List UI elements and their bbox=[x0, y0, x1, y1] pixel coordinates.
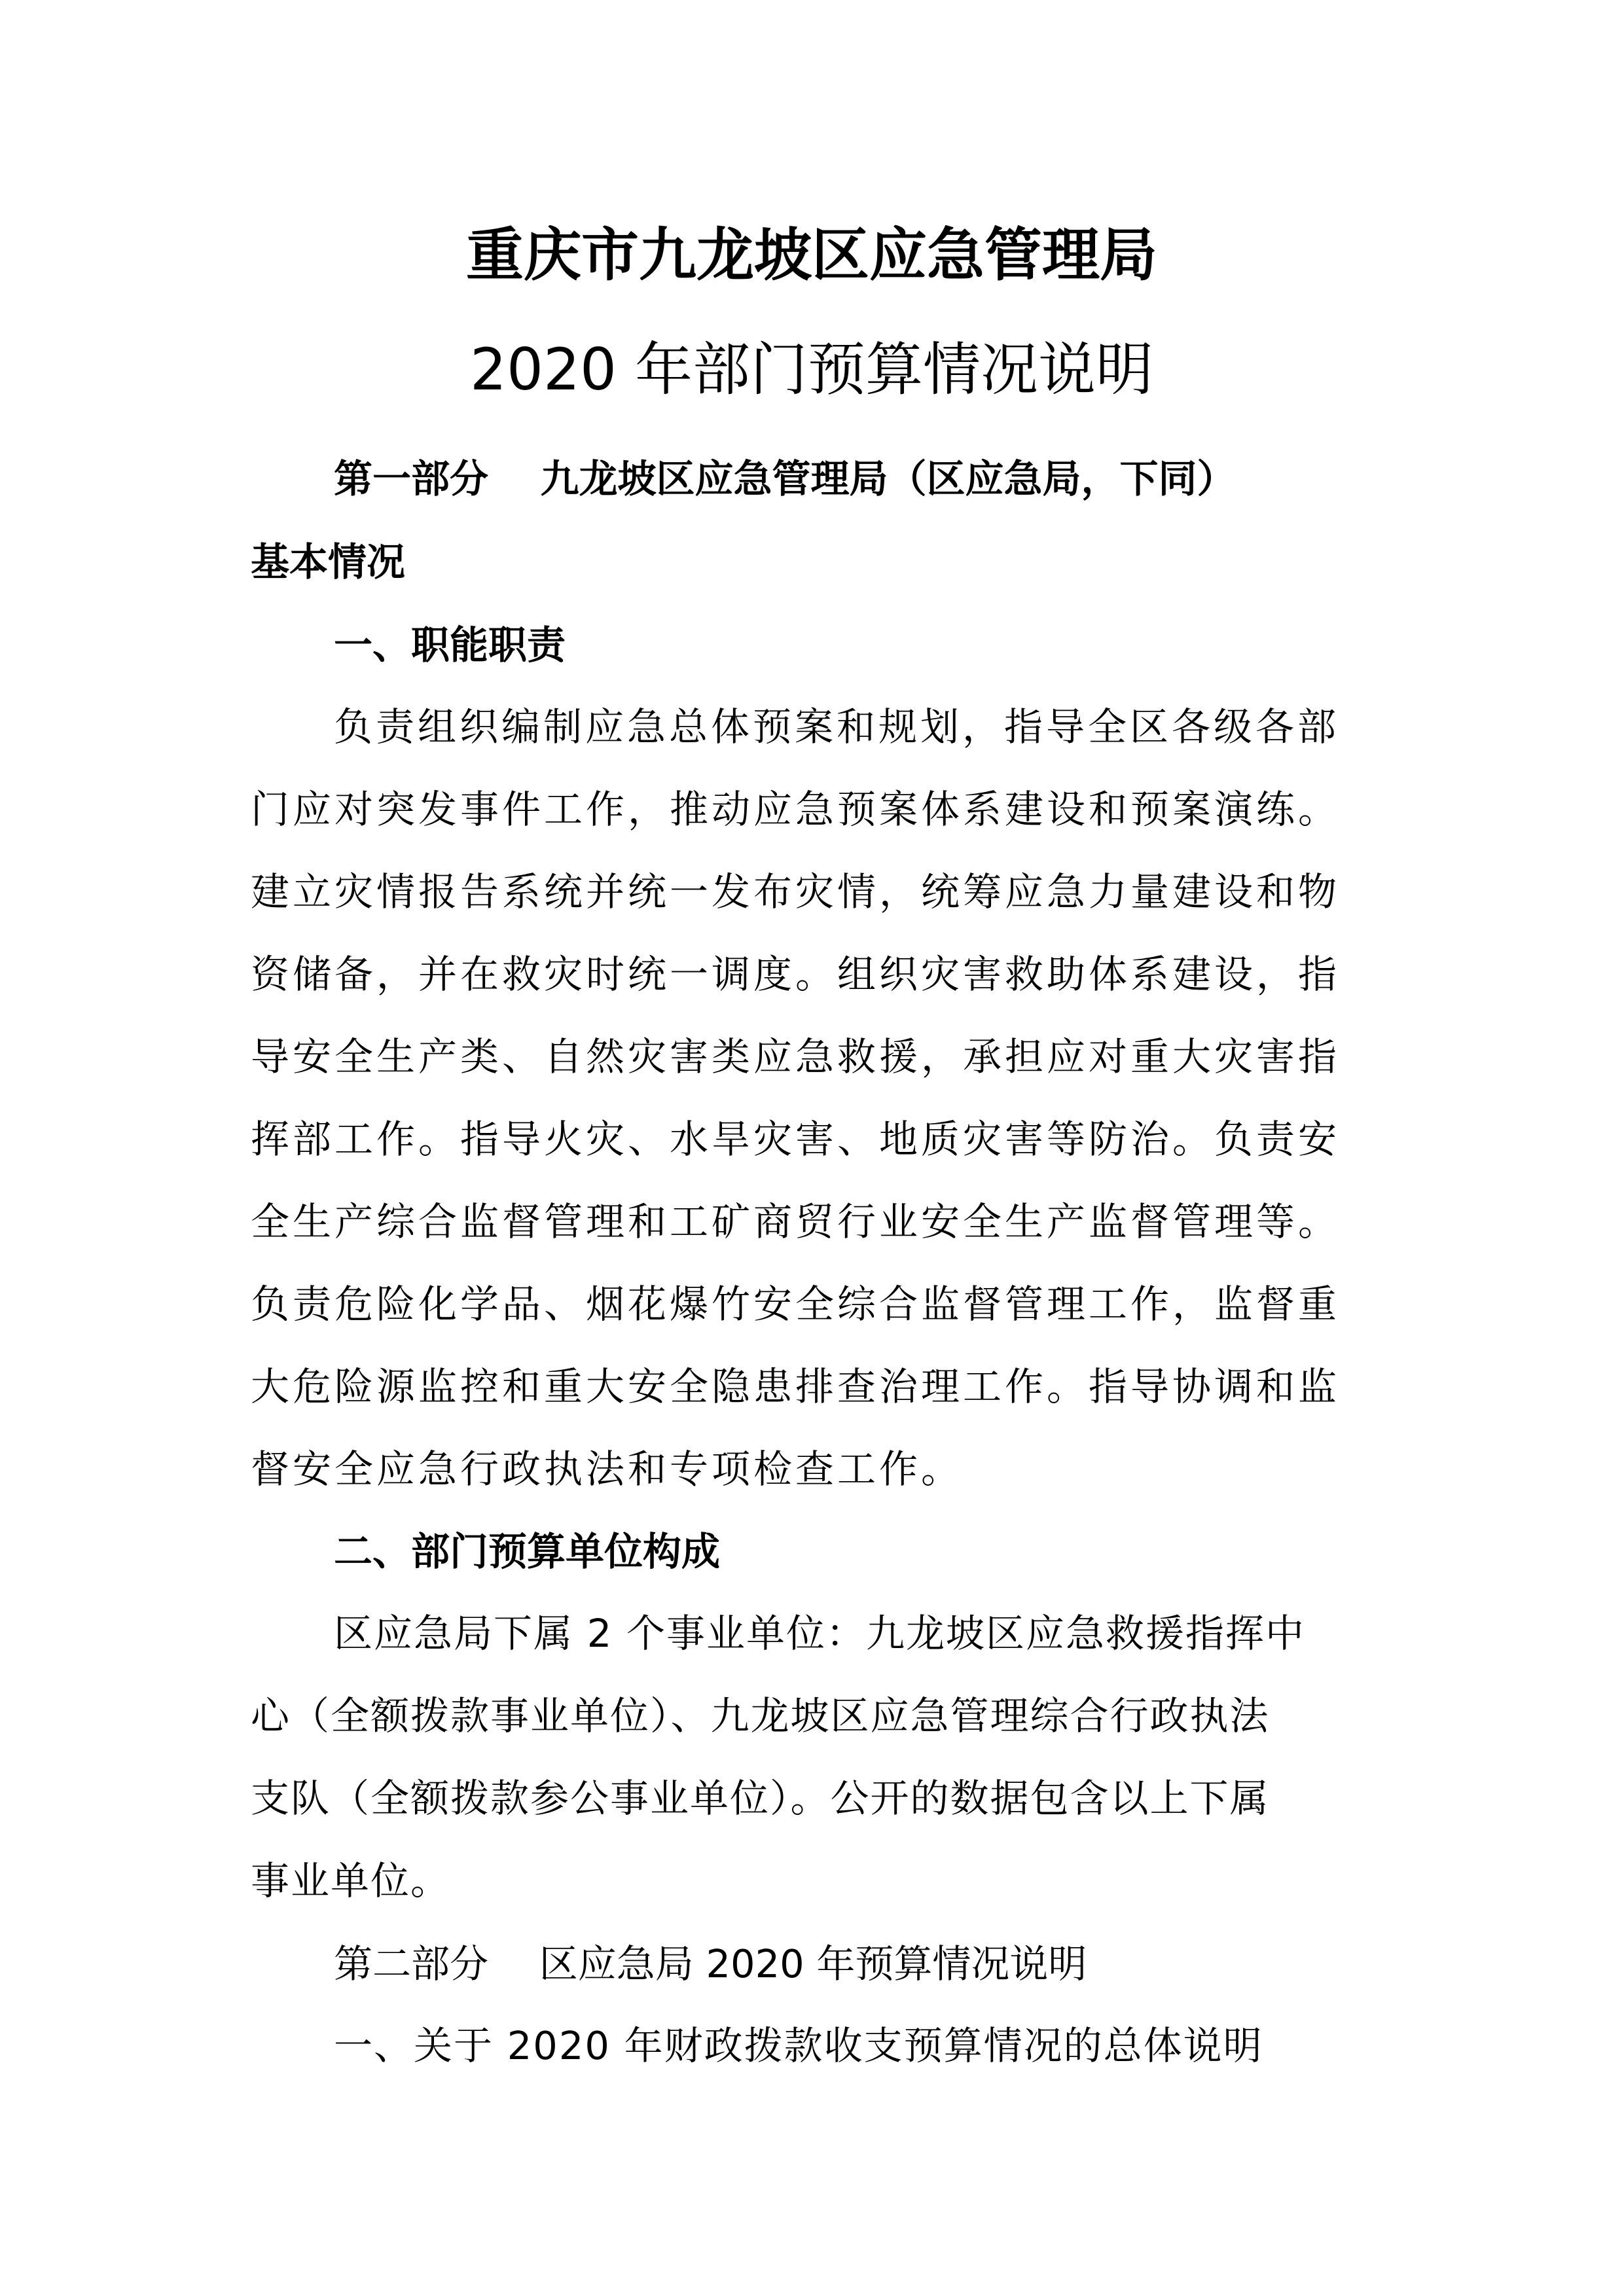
section1-paragraph-line: 建立灾情报告系统并统一发布灾情，统筹应急力量建设和物 bbox=[251, 869, 1341, 914]
section1-paragraph-line: 负责组织编制应急总体预案和规划，指导全区各级各部 bbox=[334, 704, 1340, 749]
part1-heading-line1: 第一部分 九龙坡区应急管理局（区应急局，下同） bbox=[334, 456, 1236, 501]
document-title-line1: 重庆市九龙坡区应急管理局 bbox=[465, 221, 1157, 289]
section1-paragraph-line: 负责危险化学品、烟花爆竹安全综合监督管理工作，监督重 bbox=[251, 1282, 1341, 1327]
part1-heading-line2: 基本情况 bbox=[251, 539, 406, 584]
part2-heading: 第二部分 区应急局 2020 年预算情况说明 bbox=[334, 1941, 1087, 1986]
section1-paragraph-line: 大危险源监控和重大安全隐患排查治理工作。指导协调和监 bbox=[251, 1364, 1341, 1409]
section1-paragraph-line: 全生产综合监督管理和工矿商贸行业安全生产监督管理等。 bbox=[251, 1199, 1341, 1244]
part2-section1-heading: 一、关于 2020 年财政拨款收支预算情况的总体说明 bbox=[334, 2023, 1263, 2068]
section2-paragraph-line: 区应急局下属 2 个事业单位：九龙坡区应急救援指挥中 bbox=[334, 1611, 1306, 1656]
section1-paragraph-line: 督安全应急行政执法和专项检查工作。 bbox=[251, 1446, 964, 1492]
section2-paragraph-line: 支队（全额拨款参公事业单位）。公开的数据包含以上下属 bbox=[251, 1776, 1270, 1821]
section1-paragraph-line: 导安全生产类、自然灾害类应急救援，承担应对重大灾害指 bbox=[251, 1034, 1341, 1079]
section1-paragraph-line: 门应对突发事件工作，推动应急预案体系建设和预案演练。 bbox=[251, 787, 1341, 832]
document-title-line2: 2020 年部门预算情况说明 bbox=[470, 336, 1153, 403]
section1-heading: 一、职能职责 bbox=[334, 622, 566, 668]
section1-paragraph-line: 挥部工作。指导火灾、水旱灾害、地质灾害等防治。负责安 bbox=[251, 1117, 1341, 1162]
section1-paragraph-line: 资储备，并在救灾时统一调度。组织灾害救助体系建设，指 bbox=[251, 952, 1341, 997]
section2-heading: 二、部门预算单位构成 bbox=[334, 1529, 721, 1574]
section2-paragraph-line: 心（全额拨款事业单位）、九龙坡区应急管理综合行政执法 bbox=[251, 1693, 1270, 1738]
section2-paragraph-line: 事业单位。 bbox=[251, 1858, 451, 1903]
